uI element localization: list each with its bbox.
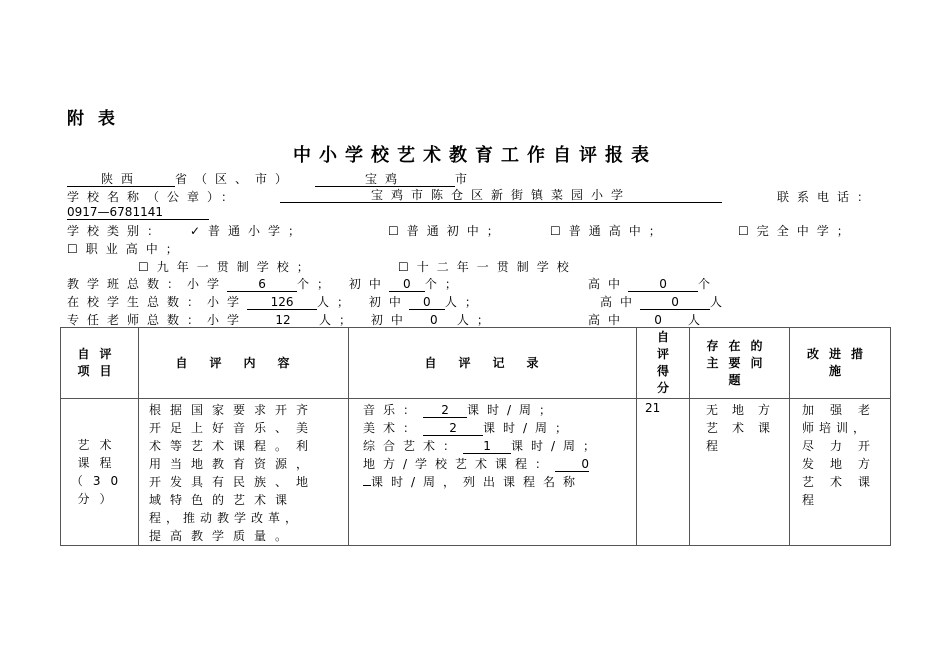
teachers-primary: 12 (247, 314, 319, 328)
city-suffix: 市 (455, 172, 468, 186)
measures-line: 发地方 (802, 457, 887, 471)
record-art (363, 419, 636, 437)
integrated-value: 1 (463, 440, 511, 454)
row-item-line: 分） (77, 492, 122, 506)
header-measures-line: 施 (828, 364, 851, 378)
header-measures-line: 改进措 (806, 347, 873, 361)
type-option-primary[interactable]: ✓普通小学； (190, 224, 309, 238)
header-score-line: 得 (656, 364, 669, 378)
teachers-unit: 人 (688, 313, 701, 327)
row-content (139, 399, 349, 546)
art-unit: 课时/周； (483, 421, 576, 435)
content-line: 术等艺术课程。利 (149, 439, 318, 453)
measures-line: 师培训， (802, 421, 871, 435)
region-line (67, 170, 467, 187)
teachers-junior-suffix: 人； (456, 313, 497, 327)
header-score-line: 分 (656, 381, 669, 395)
content-line: 用当地教育资源， (149, 457, 318, 471)
row-measures (790, 399, 891, 546)
province-suffix: 省（区、市） (175, 172, 296, 186)
classes-high-value: 0 (628, 278, 698, 292)
integrated-label: 综合艺术： (363, 439, 464, 453)
phone-value: 0917—6781141 (67, 206, 209, 220)
header-problems-line: 题 (728, 372, 751, 387)
page-title: 中小学校艺术教育工作自评报表 (293, 145, 657, 166)
problems-line: 程 (706, 439, 733, 453)
students-primary: 126 (247, 296, 317, 310)
row-problems (690, 399, 790, 546)
teachers-high-value: 0 (628, 314, 688, 328)
type-option-vocational[interactable]: ☐职业高中； (67, 242, 186, 256)
teachers-high (588, 311, 700, 328)
art-label: 美术： (363, 421, 424, 435)
teachers-mid: 人； 初中 (319, 313, 411, 327)
header-score-line: 评 (656, 347, 669, 361)
type-option-nine-year[interactable]: ☐九年一贯制学校； (138, 260, 317, 274)
header-content: 自评内容 (139, 328, 349, 399)
classes-junior: 0 (389, 278, 425, 292)
evaluation-table (60, 327, 891, 546)
problems-line: 艺术课 (706, 421, 785, 435)
row-item (61, 399, 139, 546)
content-line: 根据国家要求开齐 (149, 403, 318, 417)
header-problems-line: 存在的 (706, 338, 773, 353)
record-integrated (363, 437, 636, 455)
header-problems-line: 主要问 (706, 355, 773, 370)
record-music (363, 401, 636, 419)
table-row (61, 399, 891, 546)
record-local-unit (363, 473, 636, 491)
classes-label: 教学班总数：小学 (67, 277, 228, 291)
students-label: 在校学生总数：小学 (67, 295, 248, 309)
content-line: 开发具有民族、地 (149, 475, 318, 489)
content-line: 开足上好音乐、美 (149, 421, 318, 435)
students-junior-suffix: 人； (444, 295, 485, 309)
header-problems (690, 328, 790, 399)
art-value: 2 (423, 422, 483, 436)
measures-line: 加强老 (802, 403, 887, 417)
type-option-junior[interactable]: ☐普通初中； (388, 224, 507, 238)
problems-line: 无地方 (706, 403, 785, 417)
header-item-line: 项目 (77, 364, 122, 378)
header-item-line: 自评 (77, 347, 122, 361)
school-name-value: 宝鸡市陈仓区新街镇菜园小学 (280, 189, 722, 203)
row-item-line: 艺术 (77, 438, 122, 452)
students-high (600, 293, 722, 310)
phone-label: 联系电话： (777, 190, 878, 204)
phone-line (67, 205, 209, 220)
classes-unit: 个 (698, 277, 711, 291)
header-record: 自评记录 (349, 328, 637, 399)
students-high-value: 0 (640, 296, 710, 310)
content-line: 提高教学质量。 (149, 529, 297, 543)
music-label: 音乐： (363, 403, 424, 417)
header-score (637, 328, 690, 399)
school-name-label: 学校名称（公章）： (67, 190, 242, 204)
content-line: 域特色的艺术课 (149, 493, 297, 507)
attachment-label: 附 表 (67, 109, 119, 129)
students-junior: 0 (409, 296, 445, 310)
type-option-twelve-year[interactable]: ☐十二年一贯制学校 (398, 260, 577, 274)
students-high-label: 高中 (600, 295, 641, 309)
content-line: 程，推动教学改革， (149, 511, 303, 525)
header-item (61, 328, 139, 399)
integrated-unit: 课时/周； (511, 439, 604, 453)
record-local (363, 455, 636, 473)
teachers-label: 专任老师总数：小学 (67, 313, 248, 327)
classes-high (588, 275, 710, 292)
row-score: 21 (637, 399, 690, 546)
local-unit: 课时/周，列出课程名称 (371, 475, 584, 489)
music-unit: 课时/周； (467, 403, 560, 417)
classes-high-label: 高中 (588, 277, 629, 291)
type-option-complete[interactable]: ☐完全中学； (738, 224, 857, 238)
music-value: 2 (423, 404, 467, 418)
row-record (349, 399, 637, 546)
row-item-line: （30 (70, 474, 129, 488)
classes-line (67, 275, 465, 292)
measures-line: 尽力开 (802, 439, 887, 453)
students-line (67, 293, 485, 310)
classes-junior-suffix: 个； (424, 277, 465, 291)
local-value: 0 (555, 458, 589, 472)
header-score-line: 自 (656, 330, 669, 344)
teachers-junior: 0 (411, 314, 457, 328)
students-mid: 人； 初中 (317, 295, 409, 309)
school-name-line (67, 188, 241, 205)
local-label: 地方/学校艺术课程： (363, 457, 556, 471)
city-value: 宝鸡 (315, 173, 455, 187)
province-value: 陕西 (67, 173, 175, 187)
measures-line: 程 (802, 493, 831, 507)
header-measures (790, 328, 891, 399)
classes-mid: 个； 初中 (297, 277, 389, 291)
students-unit: 人 (710, 295, 723, 309)
type-option-senior[interactable]: ☐普通高中； (550, 224, 669, 238)
table-header-row (61, 328, 891, 399)
measures-line: 艺术课 (802, 475, 887, 489)
row-item-line: 课程 (77, 456, 122, 470)
teachers-line (67, 311, 497, 328)
school-name-field (280, 188, 722, 203)
school-type-label: 学校类别： (67, 224, 168, 238)
teachers-high-label: 高中 (588, 313, 629, 327)
classes-primary: 6 (227, 278, 297, 292)
